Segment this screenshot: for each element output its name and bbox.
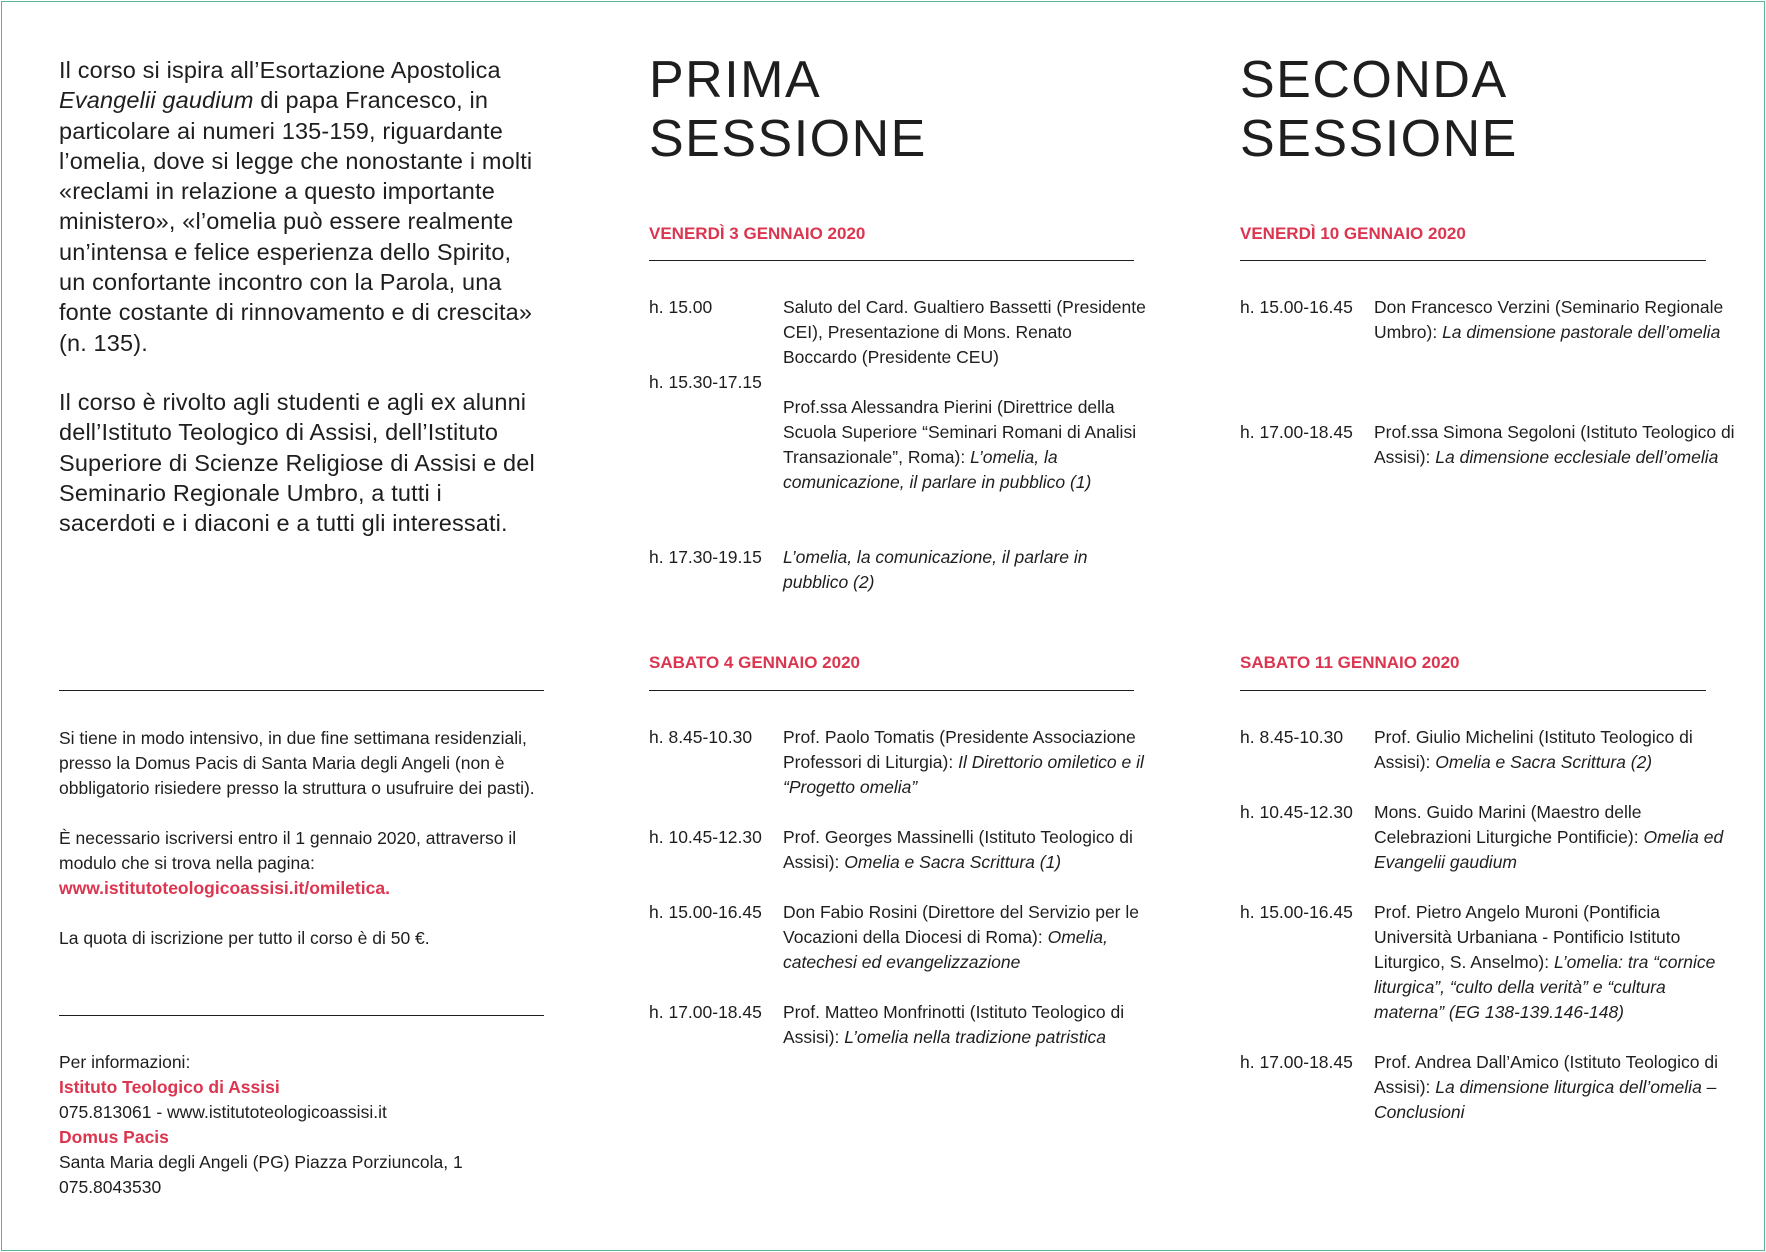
talk-title: Omelia ed Evangelii gaudium (1374, 827, 1724, 872)
talk-title: La dimensione liturgica dell’omelia – Conclusioni (1374, 1077, 1717, 1122)
session-1-title: PRIMA SESSIONE (649, 51, 927, 168)
schedule-time: h. 17.00-18.45 (649, 1002, 762, 1022)
talk-title: L’omelia nella tradizione patristica (844, 1027, 1106, 1047)
schedule-desc: Prof. Georges Massinelli (Istituto Teologico di Assisi): Omelia e Sacra Scrittura (1) (783, 827, 1133, 872)
encyclical-title: Evangelii gaudium (59, 87, 254, 114)
schedule-time: h. 10.45-12.30 (649, 827, 762, 847)
schedule-time: h. 17.00-18.45 (1240, 422, 1353, 442)
talk-title: L’omelia, la comunicazione, il parlare in pubblico (2) (783, 547, 1088, 592)
registration-link[interactable]: www.istitutoteologicoassisi.it/omiletica. (59, 878, 390, 898)
session-1-day-2-heading: SABATO 4 GENNAIO 2020 (649, 653, 860, 672)
schedule-desc: Prof. Matteo Monfrinotti (Istituto Teologico di Assisi): L’omelia nella tradizione patristica (783, 1002, 1125, 1047)
schedule-time: h. 15.00-16.45 (1240, 902, 1353, 922)
contact-line: 075.813061 - www.istitutoteologicoassisi.it (59, 1102, 387, 1122)
schedule-time: h. 10.45-12.30 (1240, 802, 1353, 822)
session-2-day-2-heading: SABATO 11 GENNAIO 2020 (1240, 653, 1460, 672)
session-1-day-1-heading: VENERDÌ 3 GENNAIO 2020 (649, 224, 866, 243)
talk-title: Il Direttorio omiletico e il “Progetto omelia” (783, 752, 1144, 797)
divider (1240, 690, 1706, 691)
contacts-block (59, 1050, 544, 1200)
contact-org-domus: Domus Pacis (59, 1127, 169, 1147)
schedule-desc: Prof. Giulio Michelini (Istituto Teologico di Assisi): Omelia e Sacra Scrittura (2) (1374, 727, 1693, 772)
logistics-block (59, 726, 544, 951)
schedule-desc: Don Fabio Rosini (Direttore del Servizio per le Vocazioni della Diocesi di Roma): Omelia, catechesi ed evangelizzazione (783, 902, 1139, 972)
intro-paragraph-1: Il corso si ispira all’Esortazione Apostolica Evangelii gaudium di papa Francesco, in particolare ai numeri 135-159, riguardante l’omelia, dove si legge che nonostante i molti «reclami in relazione a questo importante ministero», «l’omelia può essere realmente un’intensa e felice esperienza dello Spirito, un confortante incontro con la Parola, una fonte costante di rinnovamento e di crescita» (n. 135). (59, 57, 533, 356)
schedule-time: h. 15.00 (649, 297, 713, 317)
schedule-time: h. 8.45-10.30 (649, 727, 753, 747)
divider (59, 1015, 544, 1016)
contact-org-istituto: Istituto Teologico di Assisi (59, 1077, 280, 1097)
schedule-time: h. 8.45-10.30 (1240, 727, 1344, 747)
schedule-desc: Prof. Andrea Dall’Amico (Istituto Teologico di Assisi): La dimensione liturgica dell’omelia – Conclusioni (1374, 1052, 1719, 1122)
schedule-time: h. 17.00-18.45 (1240, 1052, 1353, 1072)
divider (649, 690, 1134, 691)
schedule-desc: Prof. Pietro Angelo Muroni (Pontificia Università Urbaniana - Pontificio Istituto Liturgico, S. Anselmo): L’omelia: tra “cornice liturgica”, “culto della verità” e “cultura materna” (EG 138-139.146-148) (1374, 902, 1716, 1022)
schedule-time: h. 15.00-16.45 (1240, 297, 1353, 317)
schedule-desc: Prof. Paolo Tomatis (Presidente Associazione Professori di Liturgia): Il Direttorio omiletico e il “Progetto omelia” (783, 727, 1144, 797)
talk-title: La dimensione ecclesiale dell’omelia (1435, 447, 1719, 467)
talk-title: La dimensione pastorale dell’omelia (1442, 322, 1721, 342)
talk-title: L’omelia, la comunicazione, il parlare in pubblico (1) (783, 447, 1092, 492)
schedule-time: h. 17.30-19.15 (649, 547, 762, 567)
divider (1240, 260, 1706, 261)
talk-title: Omelia e Sacra Scrittura (1) (844, 852, 1062, 872)
contact-line: Santa Maria degli Angeli (PG) Piazza Porziuncola, 1 (59, 1152, 463, 1172)
session-2-title: SECONDA SESSIONE (1240, 51, 1518, 168)
talk-title: Omelia, catechesi ed evangelizzazione (783, 927, 1108, 972)
schedule-desc: Mons. Guido Marini (Maestro delle Celebrazioni Liturgiche Pontificie): Omelia ed Evangelii gaudium (1374, 802, 1724, 872)
contacts-label: Per informazioni: (59, 1052, 191, 1072)
logistics-paragraph: Si tiene in modo intensivo, in due fine settimana residenziali, presso la Domus Pacis di Santa Maria degli Angeli (non è obbligatorio risiedere presso la struttura o usufruire dei pasti). (59, 728, 535, 798)
fee-paragraph: La quota di iscrizione per tutto il corso è di 50 €. (59, 928, 430, 948)
schedule-time: h. 15.00-16.45 (649, 902, 762, 922)
divider (59, 690, 544, 691)
schedule-desc: Saluto del Card. Gualtiero Bassetti (Presidente CEI), Presentazione di Mons. Renato Boccardo (Presidente CEU) (783, 297, 1146, 367)
contact-line: 075.8043530 (59, 1177, 162, 1197)
schedule-time: h. 15.30-17.15 (649, 372, 762, 392)
registration-paragraph: È necessario iscriversi entro il 1 gennaio 2020, attraverso il modulo che si trova nella pagina: www.istitutoteologicoassisi.it/omiletica. (59, 828, 517, 898)
schedule-desc: Prof.ssa Simona Segoloni (Istituto Teologico di Assisi): La dimensione ecclesiale dell’omelia (1374, 422, 1735, 467)
divider (649, 260, 1134, 261)
talk-title: L’omelia: tra “cornice liturgica”, “culto della verità” e “cultura materna” (EG 138-139.146-148) (1374, 952, 1716, 1022)
schedule-desc (783, 545, 1148, 595)
talk-title: Omelia e Sacra Scrittura (2) (1435, 752, 1653, 772)
schedule-desc: Don Francesco Verzini (Seminario Regionale Umbro): La dimensione pastorale dell’omelia (1374, 297, 1724, 342)
schedule-desc: Prof.ssa Alessandra Pierini (Direttrice della Scuola Superiore “Seminari Romani di Analisi Transazionale”, Roma): L’omelia, la comunicazione, il parlare in pubblico (1) (783, 397, 1137, 492)
session-2-day-1-heading: VENERDÌ 10 GENNAIO 2020 (1240, 224, 1466, 243)
intro-paragraph-2: Il corso è rivolto agli studenti e agli ex alunni dell’Istituto Teologico di Assisi, dell’Istituto Superiore di Scienze Religiose di Assisi e del Seminario Regionale Umbro, a tutti i sacerdoti e i diaconi e a tutti gli interessati. (59, 389, 535, 537)
